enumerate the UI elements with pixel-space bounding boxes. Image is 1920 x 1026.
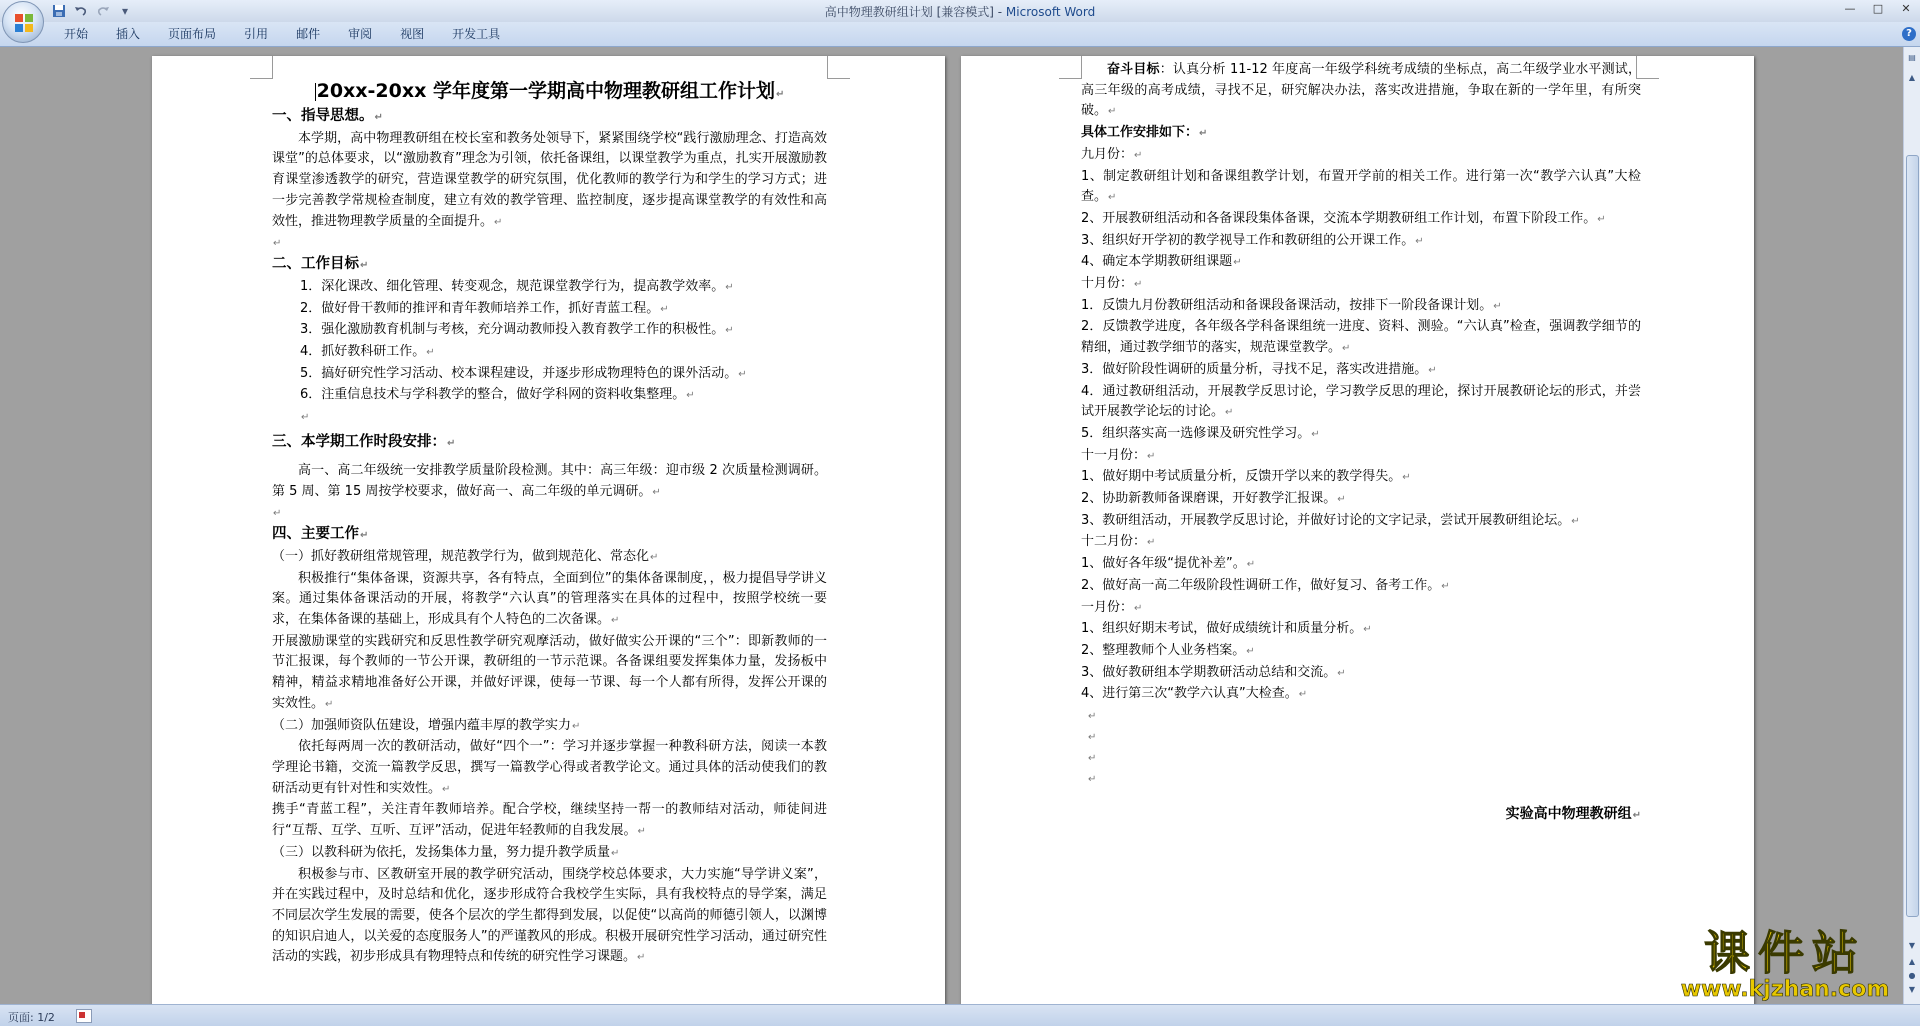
office-button[interactable] — [2, 1, 44, 43]
section-heading: 四、主要工作↵ — [272, 526, 369, 543]
list-item: 1、做好期中考试质量分析，反馈开学以来的教学得失。↵ — [1081, 469, 1411, 485]
paragraph: 依托每两周一次的教研活动，做好“四个一”：学习并逐步掌握一种教科研方法，阅读一本教学理论书籍，交流一篇教学反思，撰写一篇教学心得或者教学论文。通过具体的活动使我们的教研活动更有针对性和实效性。↵ — [272, 739, 827, 796]
subsection-heading: （一）抓好教研组常规管理，规范教学行为，做到规范化、常态化↵ — [272, 548, 659, 564]
list-item: 1、做好各年级“提优补差”。↵ — [1081, 556, 1256, 572]
empty-paragraph: ↵ — [273, 238, 282, 250]
crop-mark — [1059, 56, 1082, 79]
watermark-logo — [1670, 928, 1900, 1006]
list-item: 1．反馈九月份教研组活动和备课段备课活动，按排下一阶段备课计划。↵ — [1081, 297, 1502, 313]
previous-page-icon[interactable]: ▲ — [1908, 957, 1916, 966]
save-icon[interactable] — [50, 2, 68, 20]
tab-home[interactable]: 开始 — [64, 27, 89, 41]
list-item: 3、组织好开学初的教学视导工作和教研组的公开课工作。↵ — [1081, 232, 1424, 248]
list-item: 1．深化课改、细化管理、转变观念，规范课堂教学行为，提高教学效率。↵ — [300, 278, 734, 294]
help-icon[interactable]: ? — [1902, 27, 1916, 41]
list-item: 4、进行第三次“教学六认真”大检查。↵ — [1081, 686, 1308, 702]
list-item: 1、制定教研组计划和备课组教学计划，布置开学前的相关工作。进行第一次“教学六认真”大检查。↵ — [1081, 168, 1641, 205]
office-logo-icon — [14, 13, 34, 33]
page-1-body — [272, 76, 827, 969]
document-title: 20xx-20xx 学年度第一学期高中物理教研组工作计划↵ — [316, 80, 785, 102]
window-title-doc: 高中物理教研组计划 [兼容模式] - — [824, 5, 1006, 19]
tab-insert[interactable]: 插入 — [116, 27, 141, 41]
scrollbar-thumb[interactable] — [1906, 155, 1919, 917]
empty-paragraph: ↵ — [1088, 732, 1097, 744]
window-title — [0, 3, 1920, 20]
maximize-button[interactable]: □ — [1872, 2, 1884, 15]
subsection-heading: （三）以教科研为依托，发扬集体力量，努力提升教学质量↵ — [272, 844, 620, 860]
list-item: 2、做好高一高二年级阶段性调研工作，做好复习、备考工作。↵ — [1081, 577, 1450, 593]
tab-mailings[interactable]: 邮件 — [296, 27, 321, 41]
ruler-toggle-icon[interactable]: ▤ — [1908, 53, 1916, 62]
list-item: 2．反馈教学进度，各年级各学科备课组统一进度、资料、测验。“六认真”检查，强调教学细节的精细，通过教学细节的落实，规范课堂教学。↵ — [1081, 319, 1641, 356]
spellcheck-icon[interactable] — [76, 1009, 92, 1023]
paragraph: 积极参与市、区教研室开展的教学研究活动，围绕学校总体要求，大力实施“导学讲义案”，并在实践过程中，及时总结和优化，逐步形成符合我校学生实际，具有我校特点的导学案，满足不同层次学生发展的需要，使各个层次的学生都得到发展，以促使“以高尚的师德引领人，以渊博的知识启迪人，以关爱的态度服务人”的严谨教风的形成。积极开展研究性学习活动，通过研究性活动的实践，初步形成具有物理特点和传统的研究性学习课题。↵ — [272, 866, 827, 965]
list-item: 6．注重信息技术与学科教学的整合，做好学科网的资料收集整理。↵ — [300, 387, 695, 403]
paragraph: 本学期，高中物理教研组在校长室和教务处领导下，紧紧围绕学校“践行激励理念、打造高效课堂”的总体要求，以“激励教育”理念为引领，依托备课组，以课堂教学为重点，扎实开展激励教育课堂渗透教学的研究，营造课堂教学的研究氛围，优化教师的教学行为和学生的学习方式；进一步完善教学常规检查制度，建立有效的教学管理、监控制度，逐步提高课堂教学的有效性和高效性，推进物理教学质量的全面提升。↵ — [272, 130, 827, 229]
crop-mark — [827, 56, 850, 79]
month-heading: 十月份：↵ — [1081, 276, 1143, 292]
section-heading: 一、指导思想。↵ — [272, 108, 383, 124]
empty-paragraph: ↵ — [301, 412, 310, 424]
vertical-scrollbar[interactable] — [1903, 47, 1920, 1004]
paragraph: 奋斗目标：认真分析 11-12 年度高一年级学科统考成绩的坐标点，高二年级学业水平测试，高三年级的高考成绩，寻找不足，研究解决办法，落实改进措施，争取在新的一学年里，有所突破。↵ — [1081, 62, 1641, 119]
list-item: 3、教研组活动，开展教学反思讨论，并做好讨论的文字记录，尝试开展教研组论坛。↵ — [1081, 512, 1580, 528]
page-2-body — [1081, 60, 1641, 827]
empty-paragraph: ↵ — [1088, 711, 1097, 723]
list-item: 1、组织好期末考试，做好成绩统计和质量分析。↵ — [1081, 621, 1372, 637]
window-title-app: Microsoft Word — [1005, 5, 1096, 19]
paragraph: 开展激励课堂的实践研究和反思性教学研究观摩活动，做好做实公开课的“三个”：即新教师的一节汇报课，每个教师的一节公开课，教研组的一节示范课。各备课组要发挥集体力量，发扬板中精神，精益求精地准备好公开课，并做好评课，使每一节课、每一个人都有所得，发挥公开课的实效性。↵ — [272, 633, 827, 711]
scroll-down-icon[interactable]: ▼ — [1908, 941, 1916, 950]
section-heading: 二、工作目标↵ — [272, 256, 369, 273]
document-area — [0, 47, 1904, 1004]
list-item: 2．做好骨干教师的推评和青年教师培养工作，抓好青蓝工程。↵ — [300, 300, 669, 316]
document-page-2[interactable] — [961, 56, 1754, 1004]
next-page-icon[interactable]: ▼ — [1908, 985, 1916, 994]
qat-customize-button[interactable]: ▾ — [121, 4, 129, 18]
ribbon-tabs — [50, 22, 514, 46]
paragraph: 积极推行“集体备课，资源共享，各有特点，全面到位”的集体备课制度，，极力提倡导学讲义案。通过集体备课活动的开展，将教学“六认真”的管理落实在具体的过程中，按照学校统一要求，在集体备课的基础上，形成具有个人特色的二次备课。↵ — [272, 570, 827, 628]
list-item: 4．通过教研组活动，开展教学反思讨论，学习教学反思的理论，探讨开展教研论坛的形式，并尝试开展教学论坛的讨论。↵ — [1081, 383, 1641, 420]
month-heading: 十一月份：↵ — [1081, 447, 1156, 463]
tab-review[interactable]: 审阅 — [348, 27, 373, 41]
title-bar — [0, 0, 1920, 22]
minimize-button[interactable]: — — [1844, 2, 1856, 15]
watermark-url: www.kjzhan.com — [1680, 977, 1890, 1002]
scroll-up-icon[interactable]: ▲ — [1908, 73, 1916, 82]
list-item: 3．做好阶段性调研的质量分析，寻找不足，落实改进措施。↵ — [1081, 361, 1437, 377]
list-item: 2、整理教师个人业务档案。↵ — [1081, 642, 1255, 658]
document-page-1[interactable] — [152, 56, 945, 1004]
empty-paragraph: ↵ — [1088, 774, 1097, 786]
list-item: 5．搞好研究性学习活动、校本课程建设，并逐步形成物理特色的课外活动。↵ — [300, 365, 747, 381]
list-item: 3．强化激励教育机制与考核，充分调动教师投入教育教学工作的积极性。↵ — [300, 322, 734, 338]
text-cursor — [315, 83, 316, 101]
watermark-title: 课件站 — [1704, 926, 1866, 980]
empty-paragraph: ↵ — [1088, 753, 1097, 765]
undo-icon[interactable] — [72, 2, 90, 20]
signature: 实验高中物理教研组↵ — [1505, 806, 1641, 823]
tab-references[interactable]: 引用 — [244, 27, 269, 41]
tab-view[interactable]: 视图 — [400, 27, 425, 41]
quick-access-toolbar — [50, 2, 134, 20]
close-button[interactable]: ✕ — [1901, 2, 1911, 15]
crop-mark — [250, 56, 273, 79]
window-controls — [1836, 0, 1920, 18]
month-heading: 一月份：↵ — [1081, 599, 1143, 615]
tab-developer[interactable]: 开发工具 — [452, 27, 501, 41]
plan-heading: 具体工作安排如下：↵ — [1081, 125, 1208, 141]
subsection-heading: （二）加强师资队伍建设，增强内蕴丰厚的教学实力↵ — [272, 717, 581, 733]
status-bar — [0, 1004, 1920, 1026]
paragraph: 携手“青蓝工程”，关注青年教师培养。配合学校，继续坚持一帮一的教师结对活动，师徒间进行“互帮、互学、互听、互评”活动，促进年轻教师的自我发展。↵ — [272, 802, 827, 839]
section-heading: 三、本学期工作时段安排：↵ — [272, 434, 456, 451]
paragraph: 高一、高二年级统一安排教学质量阶段检测。其中：高三年级：迎市级 2 次质量检测调研。第 5 周、第 15 周按学校要求，做好高一、高二年级的单元调研。↵ — [272, 462, 827, 499]
tab-page-layout[interactable]: 页面布局 — [168, 27, 217, 41]
page-count[interactable]: 页面: 1/2 — [8, 1011, 55, 1024]
empty-paragraph: ↵ — [273, 508, 282, 520]
ribbon-tab-bar — [0, 22, 1920, 47]
list-item: 2、开展教研组活动和各备课段集体备课，交流本学期教研组工作计划，布置下阶段工作。↵ — [1081, 210, 1606, 226]
month-heading: 九月份：↵ — [1081, 146, 1143, 162]
select-browse-object-icon[interactable]: ● — [1908, 971, 1916, 980]
list-item: 4、确定本学期教研组课题↵ — [1081, 254, 1242, 270]
list-item: 5．组织落实高一选修课及研究性学习。↵ — [1081, 425, 1320, 441]
list-item: 3、做好教研组本学期教研活动总结和交流。↵ — [1081, 664, 1346, 680]
list-item: 2、协助新教师备课磨课，开好教学汇报课。↵ — [1081, 491, 1346, 507]
month-heading: 十二月份：↵ — [1081, 534, 1156, 550]
redo-icon[interactable] — [94, 2, 112, 20]
list-item: 4．抓好教科研工作。↵ — [300, 344, 435, 360]
